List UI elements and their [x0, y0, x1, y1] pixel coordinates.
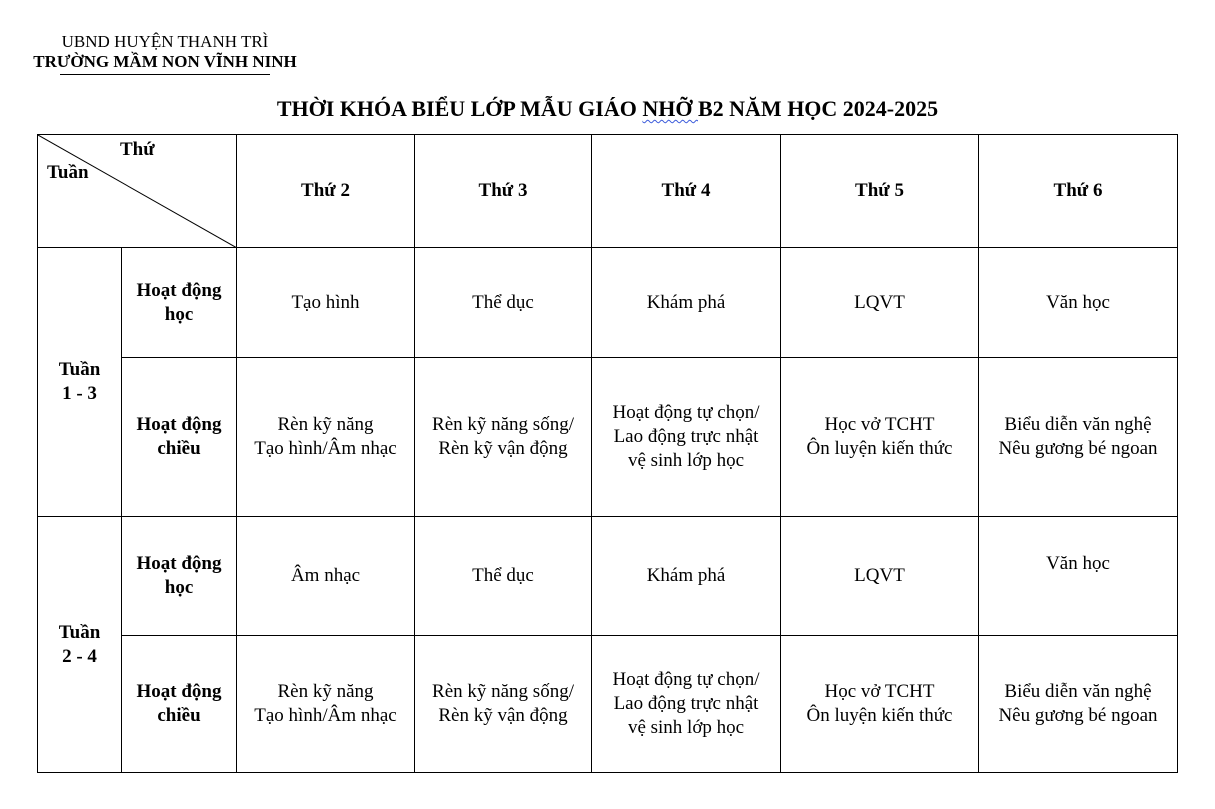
schedule-cell: Văn học — [979, 248, 1178, 358]
timetable — [37, 134, 1178, 773]
schedule-cell: Rèn kỹ năng sống/ Rèn kỹ vận động — [415, 636, 592, 773]
schedule-cell: Văn học — [979, 517, 1178, 636]
schedule-cell: Rèn kỹ năng Tạo hình/Âm nhạc — [237, 636, 415, 773]
activity-label-hoc: Hoạt động học — [122, 517, 237, 636]
schedule-cell: Học vở TCHT Ôn luyện kiến thức — [781, 636, 979, 773]
document-title — [0, 95, 1215, 123]
schedule-cell: Âm nhạc — [237, 517, 415, 636]
corner-day-label: Thứ — [120, 139, 155, 160]
day-header-thu-3: Thứ 3 — [415, 135, 592, 248]
title-part-2: B2 NĂM HỌC 2024-2025 — [697, 96, 939, 121]
day-header-thu-6: Thứ 6 — [979, 135, 1178, 248]
header-row — [38, 135, 1178, 248]
day-header-thu-5: Thứ 5 — [781, 135, 979, 248]
schedule-cell: Khám phá — [592, 248, 781, 358]
week-label-1-3: Tuần 1 - 3 — [38, 248, 122, 517]
header-underline — [60, 74, 270, 75]
title-part-1: THỜI KHÓA BIỂU LỚP MẪU GIÁO — [276, 96, 643, 121]
schedule-cell: Biểu diễn văn nghệ Nêu gương bé ngoan — [979, 636, 1178, 773]
table-row — [38, 636, 1178, 773]
table-row — [38, 358, 1178, 517]
schedule-cell: Khám phá — [592, 517, 781, 636]
day-header-thu-4: Thứ 4 — [592, 135, 781, 248]
day-header-thu-2: Thứ 2 — [237, 135, 415, 248]
activity-label-hoc: Hoạt động học — [122, 248, 237, 358]
schedule-cell: LQVT — [781, 248, 979, 358]
schedule-cell: Thể dục — [415, 248, 592, 358]
schedule-cell: Tạo hình — [237, 248, 415, 358]
school-name: TRƯỜNG MẦM NON VĨNH NINH — [33, 52, 297, 71]
schedule-cell: Hoạt động tự chọn/ Lao động trực nhật vệ sinh lớp học — [592, 636, 781, 773]
week-label-2-4: Tuần 2 - 4 — [38, 517, 122, 773]
schedule-cell: Rèn kỹ năng Tạo hình/Âm nhạc — [237, 358, 415, 517]
schedule-cell: Học vở TCHT Ôn luyện kiến thức — [781, 358, 979, 517]
schedule-cell: Hoạt động tự chọn/ Lao động trực nhật vệ sinh lớp học — [592, 358, 781, 517]
activity-label-chieu: Hoạt động chiều — [122, 358, 237, 517]
district-name: UBND HUYỆN THANH TRÌ — [61, 32, 269, 51]
corner-week-label: Tuần — [47, 162, 89, 183]
schedule-cell: Thể dục — [415, 517, 592, 636]
table-row — [38, 248, 1178, 358]
schedule-cell: LQVT — [781, 517, 979, 636]
organization-header — [28, 32, 302, 75]
corner-cell — [38, 135, 237, 248]
table-row — [38, 517, 1178, 636]
activity-label-chieu: Hoạt động chiều — [122, 636, 237, 773]
schedule-cell: Rèn kỹ năng sống/ Rèn kỹ vận động — [415, 358, 592, 517]
schedule-cell: Biểu diễn văn nghệ Nêu gương bé ngoan — [979, 358, 1178, 517]
title-flagged-word: NHỠ — [642, 96, 698, 121]
